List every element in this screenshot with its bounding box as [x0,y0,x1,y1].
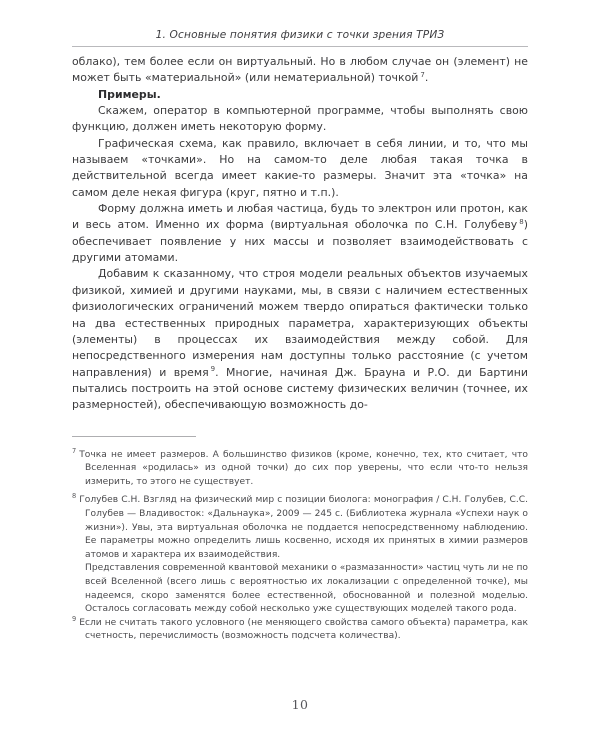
footnote-marker-9[interactable]: 9 [72,614,77,623]
body-text-block [72,54,528,414]
footnote-text-8-continuation: Представления современной квантовой механики о «размазанности» частиц чуть ли не по всей Вселенной (всего лишь с вероятностью их локализации с определенной точке), мы надеемся, скоро заменятся более естественной, обоснованной и полезной моделью. Осталось согласовать между собой несколько уже существующих моделей такого рода. [85,563,528,615]
page-content-column [72,0,528,644]
paragraph-form-text-before: Форму должна иметь и любая частица, будь то электрон или протон, как и весь атом. Именно их форма (виртуальная оболочка по С.Н. Голубеву [72,202,528,232]
paragraph-form [72,201,528,266]
paragraph-scheme-text: Графическая схема, как правило, включает в себя линии, и то, что мы называем «точками». Но на самом-то деле любая такая точка в действительной всегда имеет какие-то размеры. Значит эта «точка» на самом деле некая фигура (круг, пятно и т.п.). [72,136,528,199]
footnote-ref-7[interactable]: 7 [420,70,425,79]
paragraph-form-text-after: ) обеспечивает появление у них массы и позволяет взаимодействовать с другими атомами. [72,218,528,265]
footnote-item-8 [72,494,528,562]
page-number: 10 [291,697,309,712]
footnote-text-7: Точка не имеет размеров. А большинство физиков (кроме, конечно, тех, кто считает, что Вселенная «родилась» из одной точки) до сих пор уверены, что если что-то нельзя измерить, то этого не существует. [79,449,528,487]
footnote-separator-rule [72,436,196,437]
running-head-title: 1. Основные понятия физики с точки зрения ТРИЗ [155,29,445,41]
footnote-marker-8[interactable]: 8 [72,492,77,501]
paragraph-continuation [72,54,528,87]
paragraph-continuation-text: облако), тем более если он виртуальный. Но в любом случае он (элемент) не может быть «материальной» (или нематериальной) точкой [72,55,528,85]
page-header [72,0,528,47]
paragraph-continuation-trailing: . [424,71,429,85]
footnote-marker-7[interactable]: 7 [72,446,77,455]
paragraph-added-text-after: . Многие, начиная Дж. Брауна и Р.О. ди Бартини пытались построить на этой основе систему физических величин (точнее, их размерностей), обеспечивающую возможность до- [72,365,529,412]
footnote-ref-8[interactable]: 8 [519,217,524,226]
examples-lead-label: Примеры. [98,87,161,101]
footnote-block [72,446,528,644]
paragraph-added [72,266,528,413]
footnote-item-7 [72,446,528,490]
paragraph-scheme [72,136,528,201]
paragraph-operator [72,103,528,136]
footnote-text-9: Если не считать такого условного (не меняющего свойства самого объекта) параметра, как счетность, перечислимость (возможность подсчета количества). [79,617,528,642]
paragraph-examples-heading [72,87,528,103]
paragraph-added-text-before: Добавим к сказанному, что строя модели реальных объектов изучаемых физикой, химией и другими науками, мы, в связи с наличием естественных физиологических ограничений можем твердо опираться фактически только на два естественных природных параметра, характеризующих объекты (элементы) в процессах их взаимодействия между собой. Для непосредственного измерения нам доступны только расстояние (с учетом направления) и время [72,267,528,379]
footnote-item-8-continuation [72,562,528,616]
header-divider-rule [72,46,528,47]
footnote-text-8: Голубев С.Н. Взгляд на физический мир с позиции биолога: монография / С.Н. Голубев, С.С. Голубев — Владивосток: «Дальнаука», 2009 — 245 с. (Библиотека журнала «Успехи наук о жизни»). Увы, эта виртуальная оболочка не поддается непосредственному наблюдению. Ее параметры можно определить лишь косвенно, исходя их принятых в химии размеров атомов и характера их взаимодействия. [79,495,528,560]
footnote-item-9 [72,614,528,644]
footnote-ref-9[interactable]: 9 [210,364,216,373]
paragraph-operator-text: Скажем, оператор в компьютерной программе, чтобы выполнять свою функцию, должен иметь некоторую форму. [72,104,528,134]
